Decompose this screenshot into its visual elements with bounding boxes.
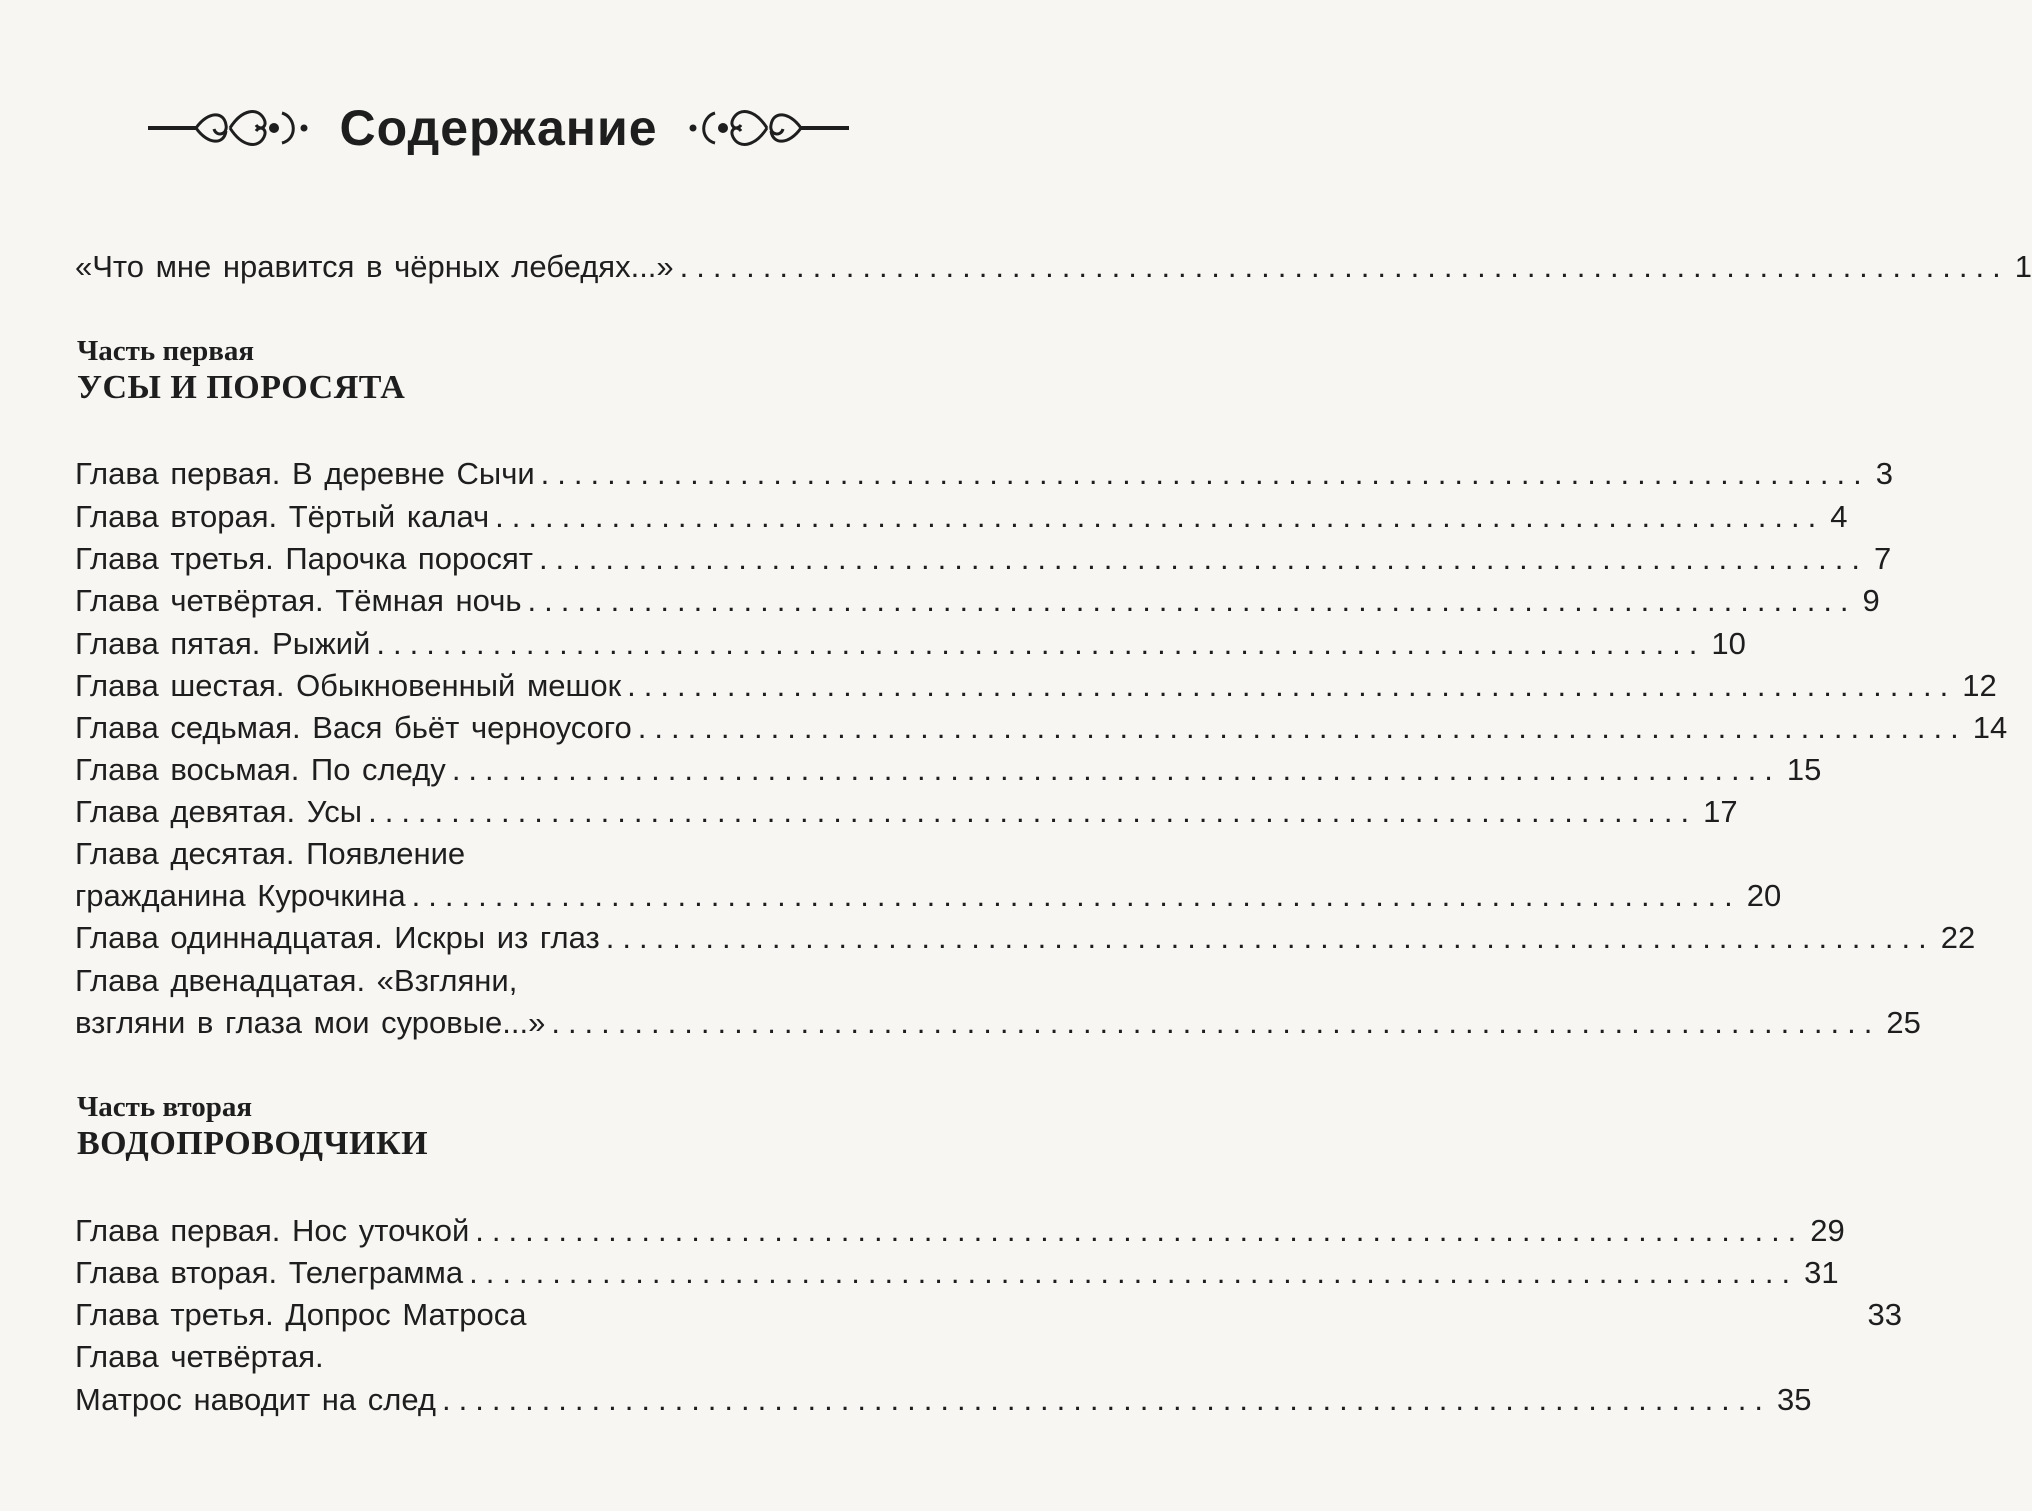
part-1-title: УСЫ И ПОРОСЯТА	[77, 369, 406, 406]
entry-page: 17	[1703, 794, 1738, 829]
toc-entry[interactable]	[75, 1380, 1812, 1420]
entry-title: Глава седьмая. Вася бьёт черноусого	[75, 710, 632, 745]
toc-entry[interactable]	[75, 624, 1746, 664]
entry-page: 1	[2014, 249, 2032, 284]
toc-entry[interactable]	[75, 454, 1893, 494]
toc-entry-intro[interactable]	[75, 247, 2032, 287]
dot-leader: ................................................................................	[475, 1213, 1805, 1248]
part-2-label: Часть вторая	[77, 1091, 253, 1123]
entry-title: Глава третья. Парочка поросят	[75, 541, 533, 576]
toc-header	[0, 88, 997, 168]
toc-entry[interactable]	[75, 708, 2008, 748]
ornament-left-icon	[146, 101, 311, 155]
entry-title: Матрос наводит на след	[75, 1382, 436, 1417]
entry-page: 3	[1875, 456, 1893, 491]
entry-page: 12	[1962, 668, 1997, 703]
entry-page: 25	[1886, 1005, 1921, 1040]
entry-title: Глава четвёртая. Тёмная ночь	[75, 583, 522, 618]
dot-leader: ................................................................................	[469, 1255, 1799, 1290]
toc-entry-line1[interactable]	[75, 961, 937, 1001]
dot-leader: ................................................................................	[538, 541, 1868, 576]
dot-leader: ................................................................................	[495, 499, 1825, 534]
toc-entry-line1[interactable]	[75, 1337, 937, 1377]
part-1-label: Часть первая	[77, 335, 255, 367]
entry-page: 31	[1804, 1255, 1839, 1290]
toc-entry[interactable]	[75, 666, 1997, 706]
entry-title: Глава одиннадцатая. Искры из глаз	[75, 920, 600, 955]
toc-entry[interactable]	[75, 1253, 1839, 1293]
page-title: Содержание	[339, 100, 658, 156]
entry-page: 35	[1777, 1382, 1812, 1417]
dot-leader: ................................................................................	[540, 456, 1870, 491]
toc-entry[interactable]	[75, 1003, 1921, 1043]
entry-title: «Что мне нравится в чёрных лебедях...»	[75, 249, 674, 284]
entry-title: Глава шестая. Обыкновенный мешок	[75, 668, 622, 703]
entry-page: 29	[1810, 1213, 1845, 1248]
entry-title: Глава первая. Нос уточкой	[75, 1213, 470, 1248]
entry-title: Глава пятая. Рыжий	[75, 626, 371, 661]
entry-title: Глава восьмая. По следу	[75, 752, 446, 787]
entry-page: 7	[1873, 541, 1892, 576]
entry-title: Глава вторая. Телеграмма	[75, 1255, 464, 1290]
toc-entry[interactable]	[75, 876, 1782, 916]
toc-entry[interactable]	[75, 581, 1880, 621]
entry-title-line1: Глава десятая. Появление	[75, 836, 466, 871]
entry-title-line1: Глава двенадцатая. «Взгляни,	[75, 963, 518, 998]
entry-page: 9	[1862, 583, 1880, 618]
ornament-right-icon	[686, 101, 851, 155]
dot-leader: ................................................................................	[368, 794, 1698, 829]
entry-title: взгляни в глаза мои суровые...»	[75, 1005, 546, 1040]
entry-page: 4	[1830, 499, 1848, 534]
dot-leader: ................................................................................	[637, 710, 1967, 745]
toc-entry-line1[interactable]	[75, 834, 937, 874]
dot-leader: ................................................................................	[451, 752, 1781, 787]
toc-entry[interactable]	[75, 539, 1892, 579]
toc-entry[interactable]	[75, 792, 1738, 832]
dot-leader: ................................................................................	[605, 920, 1935, 955]
toc-entry[interactable]	[75, 918, 1976, 958]
entry-title-line1: Глава четвёртая.	[75, 1339, 324, 1374]
entry-page: 10	[1711, 626, 1746, 661]
entry-title: Глава девятая. Усы	[75, 794, 363, 829]
toc-entry[interactable]	[75, 1295, 1902, 1335]
entry-title: Глава первая. В деревне Сычи	[75, 456, 535, 491]
entry-page: 15	[1786, 752, 1822, 787]
dot-leader: ................................................................................	[442, 1382, 1772, 1417]
part-2-title: ВОДОПРОВОДЧИКИ	[77, 1125, 429, 1162]
entry-page: 33	[1867, 1297, 1902, 1332]
dot-leader: ................................................................................	[411, 878, 1741, 913]
entry-page: 14	[1972, 710, 2008, 745]
entry-title: Глава вторая. Тёртый калач	[75, 499, 490, 534]
entry-page: 20	[1746, 878, 1782, 913]
toc-entry[interactable]	[75, 750, 1822, 790]
dot-leader: ................................................................................	[627, 668, 1957, 703]
dot-leader: ................................................................................	[376, 626, 1706, 661]
dot-leader: ................................................................................	[551, 1005, 1881, 1040]
dot-leader: ................................................................................	[527, 583, 1857, 618]
entry-title: Глава третья. Допрос Матроса	[75, 1297, 527, 1332]
entry-page: 22	[1940, 920, 1976, 955]
dot-leader: ................................................................................	[679, 249, 2009, 284]
toc-entry[interactable]	[75, 497, 1848, 537]
entry-title: гражданина Курочкина	[75, 878, 406, 913]
toc-entry[interactable]	[75, 1211, 1845, 1251]
